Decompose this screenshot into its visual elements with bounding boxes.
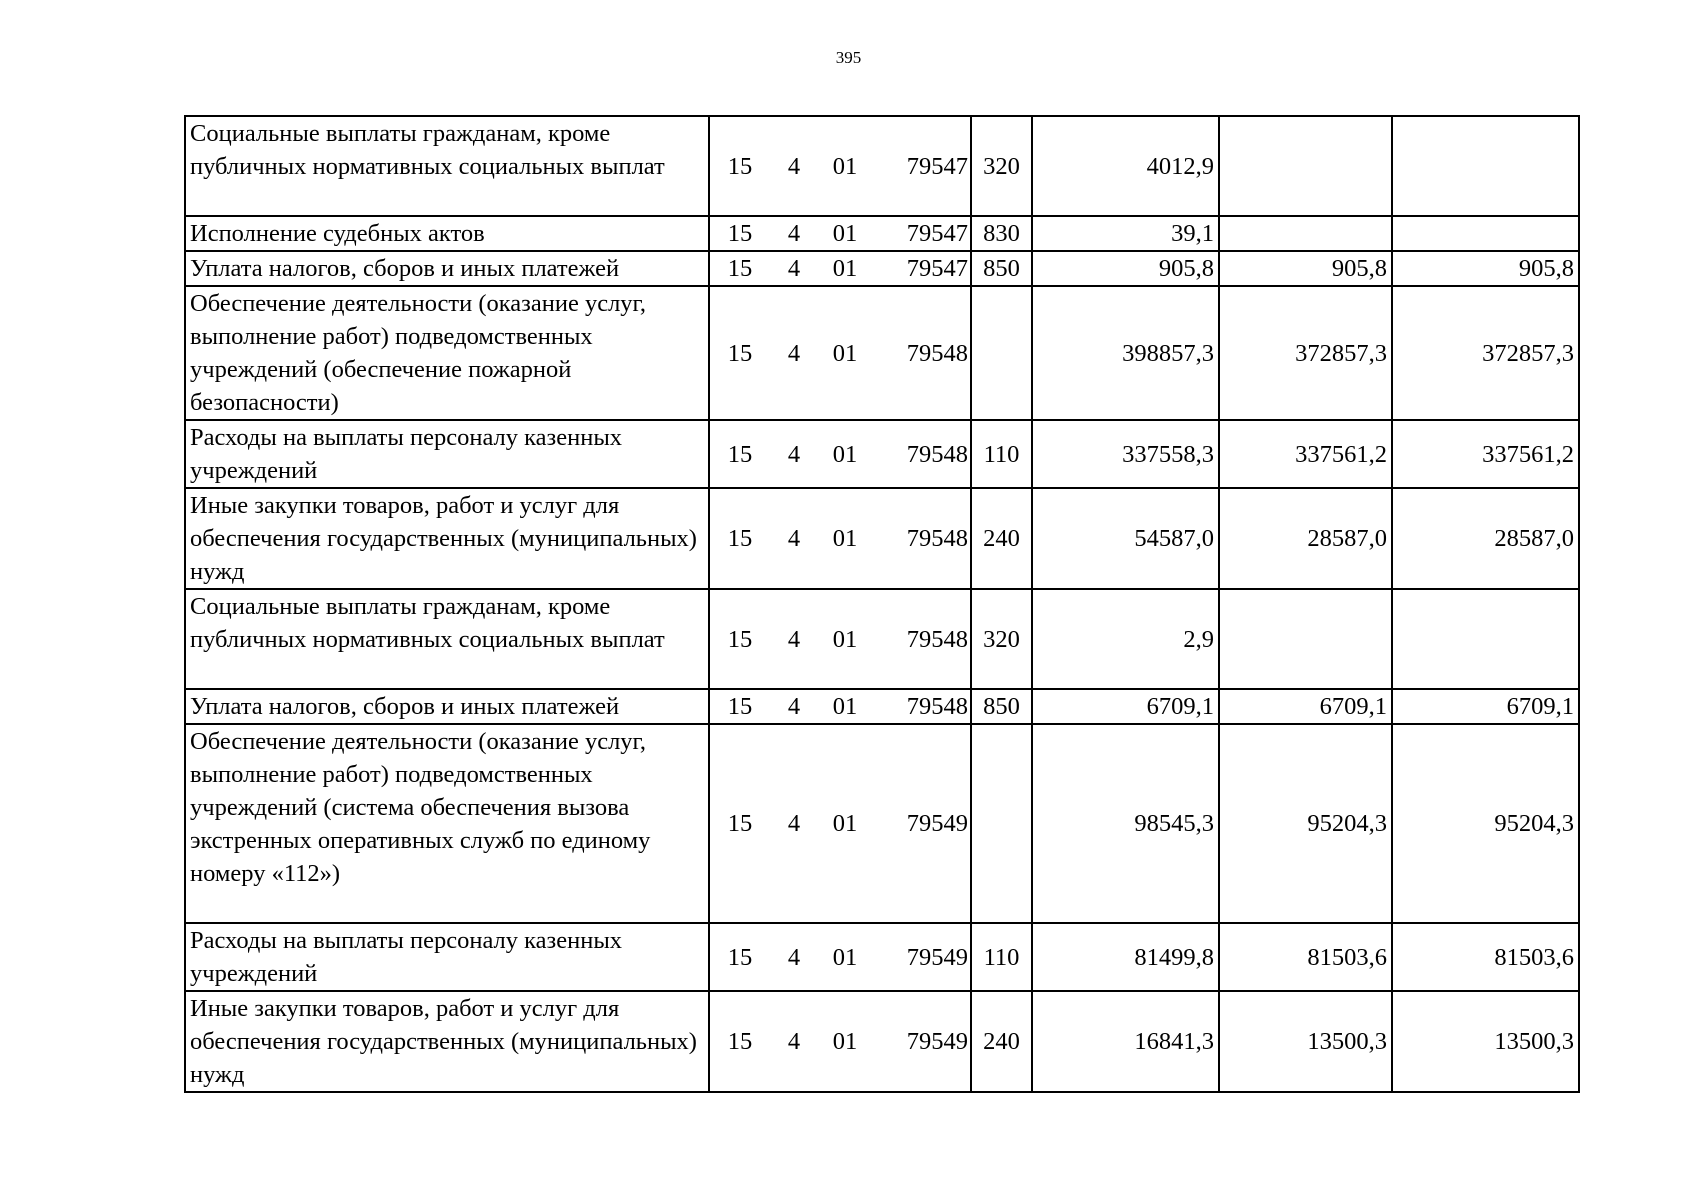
article-code: 01	[832, 943, 858, 971]
target-item-code: 79547	[906, 220, 968, 247]
subsection-code: 4	[787, 693, 801, 720]
amount-year-1-cell: 16841,3	[1032, 991, 1219, 1092]
article-code: 01	[832, 440, 858, 468]
target-item-code: 79548	[906, 440, 968, 468]
table-row	[185, 689, 1579, 724]
amount-year-3-cell: 81503,6	[1392, 923, 1579, 991]
table-row	[185, 286, 1579, 420]
target-item-code: 79547	[906, 152, 968, 180]
expense-name-cell: Социальные выплаты гражданам, кроме публичных нормативных социальных выплат	[185, 589, 709, 689]
table-row	[185, 420, 1579, 488]
target-item-code: 79548	[906, 625, 968, 653]
expense-type-cell: 850	[971, 689, 1032, 724]
article-code: 01	[832, 152, 858, 180]
article-code: 01	[832, 810, 858, 837]
section-code: 15	[727, 152, 753, 180]
budget-code-cell	[709, 420, 971, 488]
article-code: 01	[832, 339, 858, 367]
expense-type-cell: 320	[971, 116, 1032, 216]
budget-code-group	[710, 252, 970, 285]
amount-year-2-cell: 372857,3	[1219, 286, 1392, 420]
budget-code-group	[710, 1025, 970, 1058]
amount-year-1-cell: 2,9	[1032, 589, 1219, 689]
expense-name-cell: Уплата налогов, сборов и иных платежей	[185, 689, 709, 724]
table-row	[185, 724, 1579, 923]
budget-code-group	[710, 337, 970, 370]
subsection-code: 4	[787, 1028, 801, 1055]
amount-year-1-cell: 4012,9	[1032, 116, 1219, 216]
expense-name-cell: Обеспечение деятельности (оказание услуг, выполнение работ) подведомственных учреждений (система обеспечения вызова экстренных оперативных служб по единому номеру «112»)	[185, 724, 709, 923]
table-row	[185, 589, 1579, 689]
subsection-code: 4	[787, 255, 801, 282]
expense-name-cell: Уплата налогов, сборов и иных платежей	[185, 251, 709, 286]
expense-type-cell: 320	[971, 589, 1032, 689]
expense-name-cell: Расходы на выплаты персоналу казенных учреждений	[185, 923, 709, 991]
budget-code-cell	[709, 216, 971, 251]
subsection-code: 4	[787, 220, 801, 247]
amount-year-3-cell	[1392, 216, 1579, 251]
amount-year-3-cell: 905,8	[1392, 251, 1579, 286]
section-code: 15	[727, 943, 753, 971]
amount-year-2-cell	[1219, 116, 1392, 216]
expense-type-cell: 110	[971, 420, 1032, 488]
expense-name-cell: Социальные выплаты гражданам, кроме публичных нормативных социальных выплат	[185, 116, 709, 216]
expense-name-cell: Расходы на выплаты персоналу казенных учреждений	[185, 420, 709, 488]
subsection-code: 4	[787, 625, 801, 653]
amount-year-2-cell: 6709,1	[1219, 689, 1392, 724]
expense-type-cell	[971, 286, 1032, 420]
subsection-code: 4	[787, 152, 801, 180]
amount-year-1-cell: 98545,3	[1032, 724, 1219, 923]
table-row	[185, 251, 1579, 286]
table-row	[185, 116, 1579, 216]
amount-year-3-cell	[1392, 589, 1579, 689]
expense-type-cell: 850	[971, 251, 1032, 286]
article-code: 01	[832, 1028, 858, 1055]
expense-type-cell: 830	[971, 216, 1032, 251]
budget-code-group	[710, 941, 970, 974]
subsection-code: 4	[787, 525, 801, 552]
amount-year-1-cell: 81499,8	[1032, 923, 1219, 991]
amount-year-3-cell: 6709,1	[1392, 689, 1579, 724]
article-code: 01	[832, 255, 858, 282]
amount-year-3-cell: 28587,0	[1392, 488, 1579, 589]
section-code: 15	[727, 1028, 753, 1055]
section-code: 15	[727, 339, 753, 367]
article-code: 01	[832, 693, 858, 720]
amount-year-3-cell: 95204,3	[1392, 724, 1579, 923]
budget-code-cell	[709, 724, 971, 923]
budget-code-cell	[709, 116, 971, 216]
expense-type-cell: 240	[971, 488, 1032, 589]
amount-year-2-cell: 13500,3	[1219, 991, 1392, 1092]
section-code: 15	[727, 220, 753, 247]
subsection-code: 4	[787, 810, 801, 837]
table-row	[185, 991, 1579, 1092]
budget-code-cell	[709, 589, 971, 689]
table-row	[185, 216, 1579, 251]
table-row	[185, 923, 1579, 991]
expense-name-cell: Обеспечение деятельности (оказание услуг, выполнение работ) подведомственных учреждений (обеспечение пожарной безопасности)	[185, 286, 709, 420]
budget-code-group	[710, 807, 970, 840]
amount-year-2-cell: 81503,6	[1219, 923, 1392, 991]
amount-year-2-cell	[1219, 589, 1392, 689]
expense-type-cell: 240	[971, 991, 1032, 1092]
amount-year-1-cell: 6709,1	[1032, 689, 1219, 724]
article-code: 01	[832, 220, 858, 247]
budget-code-cell	[709, 689, 971, 724]
section-code: 15	[727, 625, 753, 653]
page-number: 395	[835, 48, 862, 67]
amount-year-1-cell: 905,8	[1032, 251, 1219, 286]
budget-code-group	[710, 150, 970, 183]
section-code: 15	[727, 693, 753, 720]
expense-type-cell: 110	[971, 923, 1032, 991]
budget-code-cell	[709, 488, 971, 589]
amount-year-1-cell: 337558,3	[1032, 420, 1219, 488]
budget-table	[184, 115, 1580, 1093]
amount-year-1-cell: 54587,0	[1032, 488, 1219, 589]
budget-code-group	[710, 690, 970, 723]
section-code: 15	[727, 525, 753, 552]
subsection-code: 4	[787, 339, 801, 367]
amount-year-3-cell	[1392, 116, 1579, 216]
budget-table-body	[185, 116, 1579, 1092]
budget-code-cell	[709, 251, 971, 286]
table-row	[185, 488, 1579, 589]
expense-name-cell: Иные закупки товаров, работ и услуг для обеспечения государственных (муниципальных) нужд	[185, 991, 709, 1092]
amount-year-1-cell: 398857,3	[1032, 286, 1219, 420]
amount-year-3-cell: 372857,3	[1392, 286, 1579, 420]
target-item-code: 79548	[906, 525, 968, 552]
amount-year-2-cell: 28587,0	[1219, 488, 1392, 589]
subsection-code: 4	[787, 440, 801, 468]
target-item-code: 79548	[906, 693, 968, 720]
article-code: 01	[832, 625, 858, 653]
amount-year-1-cell: 39,1	[1032, 216, 1219, 251]
target-item-code: 79549	[906, 943, 968, 971]
target-item-code: 79548	[906, 339, 968, 367]
budget-code-group	[710, 623, 970, 656]
amount-year-3-cell: 337561,2	[1392, 420, 1579, 488]
amount-year-2-cell: 337561,2	[1219, 420, 1392, 488]
target-item-code: 79549	[906, 1028, 968, 1055]
amount-year-2-cell: 95204,3	[1219, 724, 1392, 923]
target-item-code: 79549	[906, 810, 968, 837]
budget-code-group	[710, 438, 970, 471]
expense-type-cell	[971, 724, 1032, 923]
amount-year-2-cell	[1219, 216, 1392, 251]
budget-code-cell	[709, 923, 971, 991]
section-code: 15	[727, 810, 753, 837]
amount-year-3-cell: 13500,3	[1392, 991, 1579, 1092]
amount-year-2-cell: 905,8	[1219, 251, 1392, 286]
target-item-code: 79547	[906, 255, 968, 282]
subsection-code: 4	[787, 943, 801, 971]
section-code: 15	[727, 255, 753, 282]
budget-code-cell	[709, 991, 971, 1092]
expense-name-cell: Исполнение судебных актов	[185, 216, 709, 251]
article-code: 01	[832, 525, 858, 552]
budget-code-cell	[709, 286, 971, 420]
budget-code-group	[710, 522, 970, 555]
budget-code-group	[710, 217, 970, 250]
section-code: 15	[727, 440, 753, 468]
expense-name-cell: Иные закупки товаров, работ и услуг для обеспечения государственных (муниципальных) нужд	[185, 488, 709, 589]
